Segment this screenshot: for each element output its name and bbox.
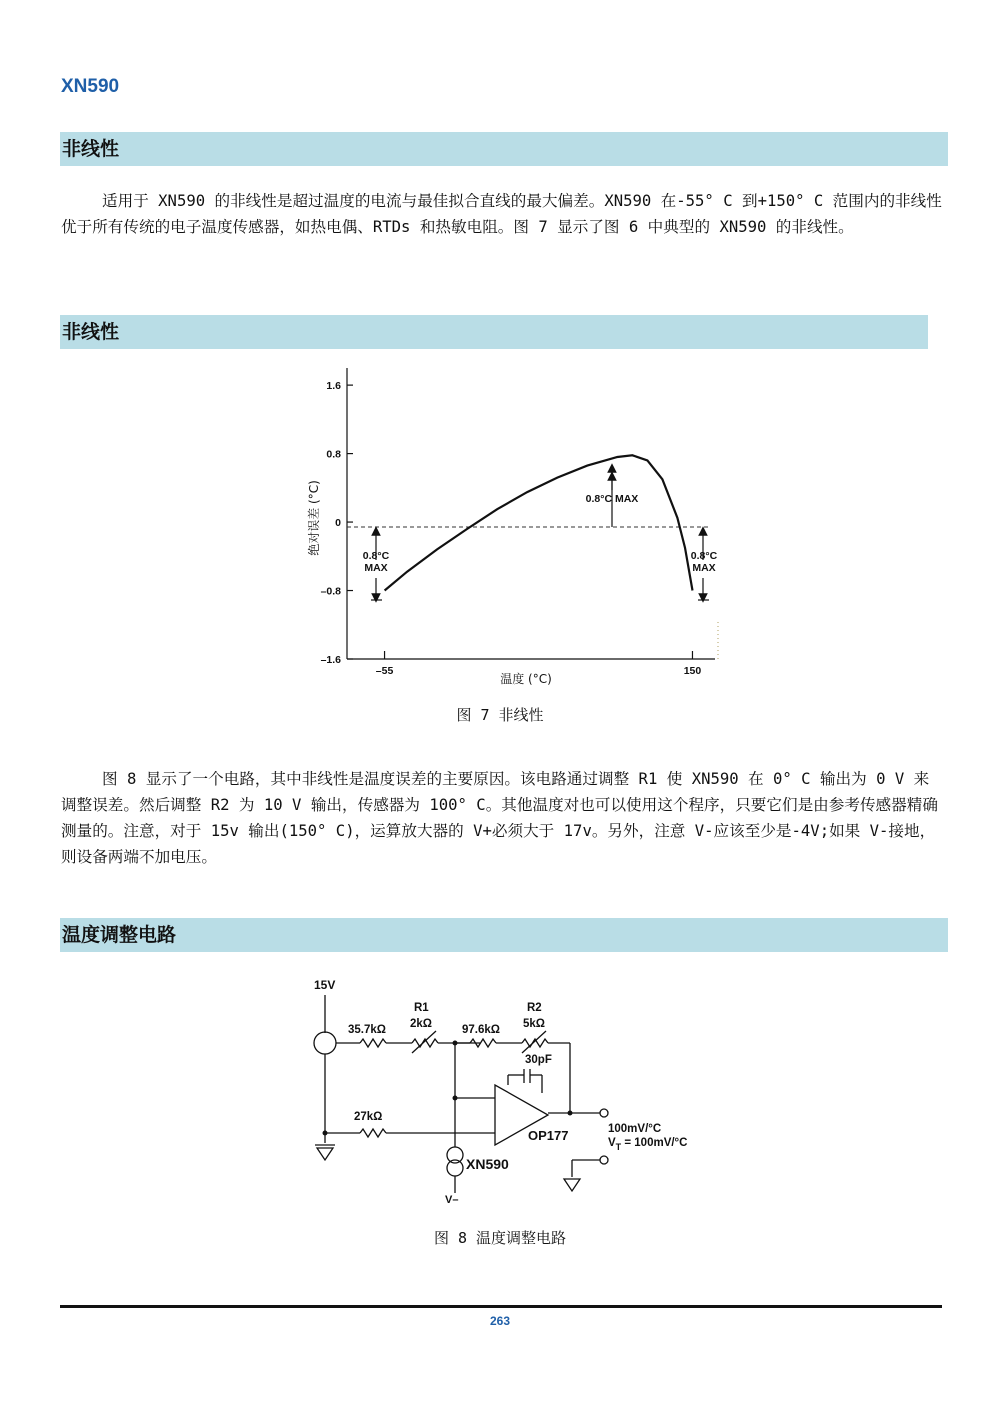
nonlinearity-chart: [300, 360, 740, 695]
vminus-label: V–: [445, 1194, 459, 1206]
x-tick-label: –55: [375, 665, 394, 677]
y-axis-label: 绝对误差 (°C): [307, 480, 321, 556]
r2-value-label: 5kΩ: [523, 1018, 546, 1030]
footer-rule: [60, 1305, 942, 1308]
output-terminal: [600, 1109, 608, 1117]
sensor-label: XN590: [466, 1156, 509, 1172]
vt-label: $V_T = 100mV/^\circ C$: [608, 1137, 688, 1152]
page-number: 263: [489, 1314, 511, 1328]
output-scale-label: 100mV/°C: [608, 1123, 662, 1135]
x-tick-label: 150: [683, 665, 702, 677]
opamp-label: OP177: [528, 1128, 569, 1143]
ground-terminal: [600, 1156, 608, 1164]
nonlinearity-curve: [385, 455, 693, 590]
resistor-35-7k-label: 35.7kΩ: [348, 1024, 386, 1036]
annotation-max-label: 0.8°C MAX: [585, 493, 639, 505]
figure7-caption: 图 7 非线性: [456, 706, 544, 724]
r2-name-label: R2: [527, 1002, 542, 1014]
annotation-left-value: 0.8°C: [362, 550, 390, 562]
figure8-caption: 图 8 温度调整电路: [433, 1229, 567, 1247]
resistor-r2-pot: [522, 1039, 548, 1047]
section-heading-temperature-trim-circuit: 温度调整电路: [60, 918, 948, 952]
annotation-right-value: 0.8°C: [690, 550, 718, 562]
y-tick-label: –1.6: [320, 654, 341, 666]
nonlinearity-paragraph: 适用于 XN590 的非线性是超过温度的电流与最佳拟合直线的最大偏差。XN590 在-55° C 到+150° C 范围内的非线性优于所有传统的电子温度传感器，如热电偶、RTDs 和热敏电阻。图 7 显示了图 6 中典型的 XN590 的非线性。: [61, 192, 942, 236]
x-axis-label: 温度 (°C): [500, 672, 552, 686]
supply-source-symbol: [314, 1032, 336, 1054]
section-heading-nonlinearity: 非线性: [60, 132, 948, 166]
temperature-trim-circuit: [300, 965, 720, 1210]
resistor-27k: [360, 1129, 386, 1137]
r1-value-label: 2kΩ: [410, 1018, 433, 1030]
y-tick-label: 1.6: [326, 380, 341, 393]
circuit-description-paragraph: 图 8 显示了一个电路，其中非线性是温度误差的主要原因。该电路通过调整 R1 使 XN590 在 0° C 输出为 0 V 来调整误差。然后调整 R2 为 10 V 输出，传感器为 100° C。其他温度对也可以使用这个程序，只要它们是由参考传感器精确测量的。注意，对于 15v 输出(150° C)，运算放大器的 V+必须大于 17v。另外，注意 V-应该至少是-4V;如果 V-接地，则设备两端不加电压。: [61, 770, 938, 866]
supply-label: 15V: [314, 978, 336, 992]
capacitor-label: 30pF: [525, 1054, 552, 1066]
resistor-27k-label: 27kΩ: [354, 1111, 383, 1123]
resistor-r1-pot: [412, 1039, 438, 1047]
resistor-97-6k-label: 97.6kΩ: [462, 1024, 500, 1036]
resistor-35-7k: [360, 1039, 386, 1047]
annotation-left-max: MAX: [364, 562, 388, 574]
y-tick-label: 0.8: [326, 448, 341, 461]
r1-name-label: R1: [414, 1002, 429, 1014]
y-tick-label: –0.8: [320, 585, 341, 598]
annotation-right-max: MAX: [692, 562, 716, 574]
y-tick-label: 0: [335, 517, 341, 530]
section-heading-nonlinearity-figure: 非线性: [60, 315, 928, 349]
document-title: XN590: [61, 76, 120, 97]
